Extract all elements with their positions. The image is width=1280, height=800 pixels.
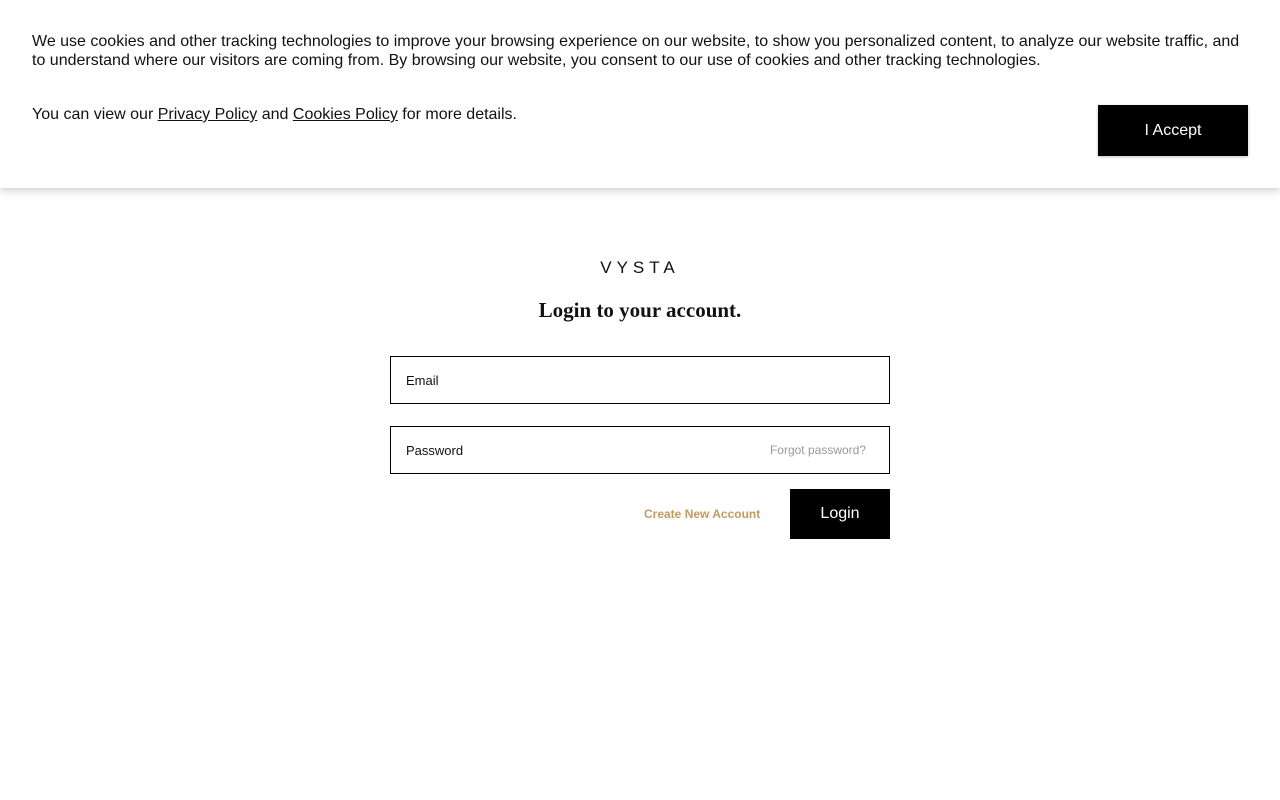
brand-logo: VYSTA [600, 258, 680, 277]
cookie-details-prefix: You can view our [32, 106, 158, 123]
cookies-policy-link[interactable]: Cookies Policy [292, 106, 398, 123]
cookie-details [32, 105, 517, 125]
password-field-container [390, 426, 890, 474]
email-input[interactable] [406, 357, 746, 403]
password-input[interactable] [406, 427, 746, 473]
privacy-policy-link[interactable]: Privacy Policy [157, 106, 258, 123]
create-account-link[interactable]: Create New Account [644, 507, 761, 521]
cookie-banner [0, 0, 1280, 188]
accept-cookies-button[interactable]: I Accept [1098, 105, 1248, 156]
email-field-container [390, 356, 890, 404]
cookie-details-and: and [257, 106, 293, 123]
cookie-details-suffix: for more details. [397, 106, 517, 123]
page-title: Login to your account. [538, 298, 742, 322]
forgot-password-link[interactable]: Forgot password? [769, 443, 866, 457]
cookie-message: We use cookies and other tracking technologies to improve your browsing experience on our website, to show you personalized content, to analyze our website traffic, and to understand where our visitors are coming from. By browsing our website, you consent to our use of cookies and other tracking technologies. [32, 33, 1240, 69]
login-button[interactable]: Login [790, 489, 890, 539]
